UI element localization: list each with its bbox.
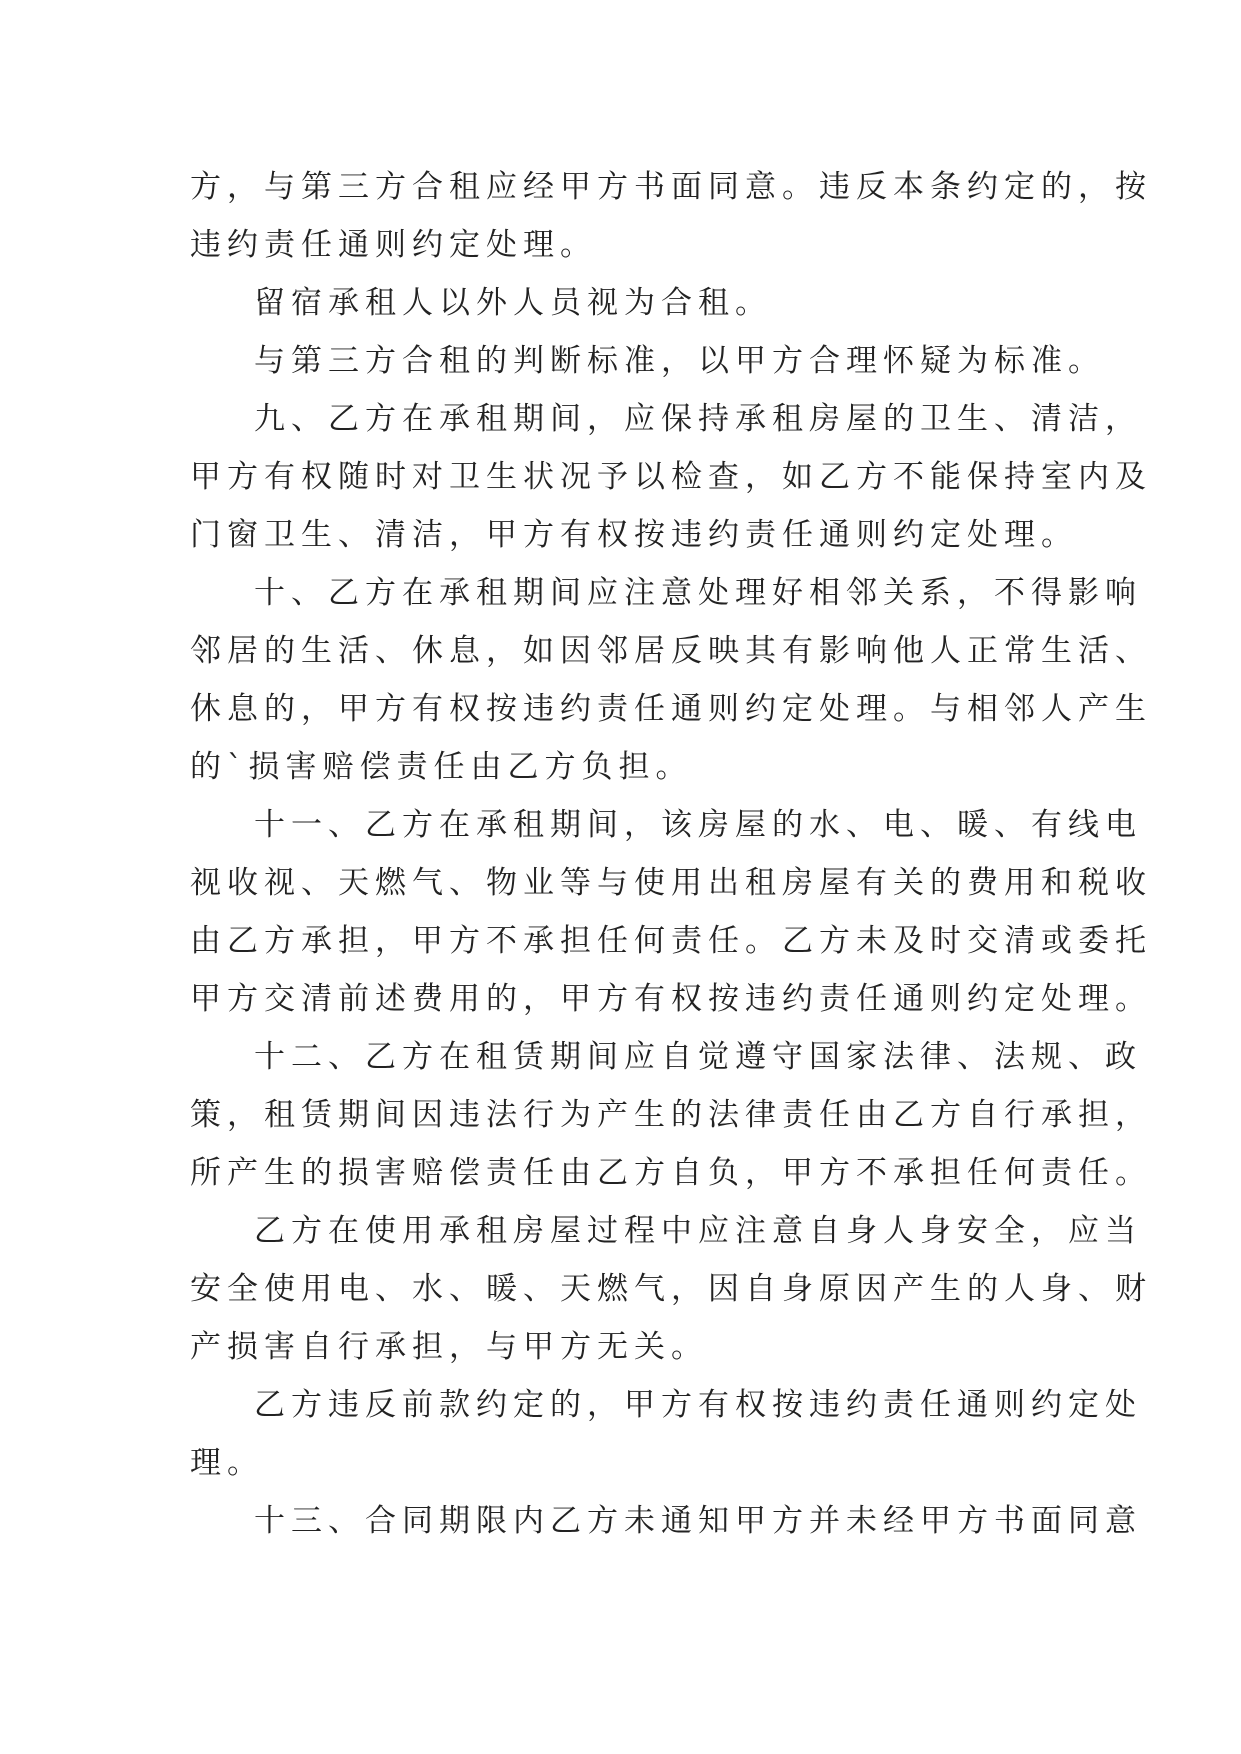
text-line: 策，租赁期间因违法行为产生的法律责任由乙方自行承担，: [190, 1097, 1152, 1133]
paragraph-line: 乙方在使用承租房屋过程中应注意自身人身安全，应当: [254, 1213, 1142, 1249]
text-line: 理。: [190, 1445, 264, 1481]
text-line: 方，与第三方合租应经甲方书面同意。违反本条约定的，按: [190, 169, 1152, 205]
text-line: 邻居的生活、休息，如因邻居反映其有影响他人正常生活、: [190, 633, 1152, 669]
clause-11-heading-line: 十一、乙方在承租期间，该房屋的水、电、暖、有线电: [254, 807, 1142, 843]
text-line: 产损害自行承担，与甲方无关。: [190, 1329, 708, 1365]
text-line: 所产生的损害赔偿责任由乙方自负，甲方不承担任何责任。: [190, 1155, 1152, 1191]
clause-10-heading-line: 十、乙方在承租期间应注意处理好相邻关系，不得影响: [254, 575, 1142, 611]
text-line: 休息的，甲方有权按违约责任通则约定处理。与相邻人产生: [190, 691, 1152, 727]
text-line: 甲方有权随时对卫生状况予以检查，如乙方不能保持室内及: [190, 459, 1152, 495]
clause-12-heading-line: 十二、乙方在租赁期间应自觉遵守国家法律、法规、政: [254, 1039, 1142, 1075]
paragraph-line: 留宿承租人以外人员视为合租。: [254, 285, 772, 321]
text-line: 安全使用电、水、暖、天燃气，因自身原因产生的人身、财: [190, 1271, 1152, 1307]
clause-13-heading-line: 十三、合同期限内乙方未通知甲方并未经甲方书面同意: [254, 1503, 1142, 1539]
text-line: 由乙方承担，甲方不承担任何责任。乙方未及时交清或委托: [190, 923, 1152, 959]
text-line: 门窗卫生、清洁，甲方有权按违约责任通则约定处理。: [190, 517, 1078, 553]
clause-9-heading-line: 九、乙方在承租期间，应保持承租房屋的卫生、清洁，: [254, 401, 1142, 437]
text-line: 的`损害赔偿责任由乙方负担。: [190, 749, 693, 785]
paragraph-line: 乙方违反前款约定的，甲方有权按违约责任通则约定处: [254, 1387, 1142, 1423]
text-line: 甲方交清前述费用的，甲方有权按违约责任通则约定处理。: [190, 981, 1152, 1017]
document-page: [190, 158, 1152, 1550]
text-line: 视收视、天燃气、物业等与使用出租房屋有关的费用和税收: [190, 865, 1152, 901]
text-line: 违约责任通则约定处理。: [190, 227, 597, 263]
paragraph-line: 与第三方合租的判断标准，以甲方合理怀疑为标准。: [254, 343, 1105, 379]
